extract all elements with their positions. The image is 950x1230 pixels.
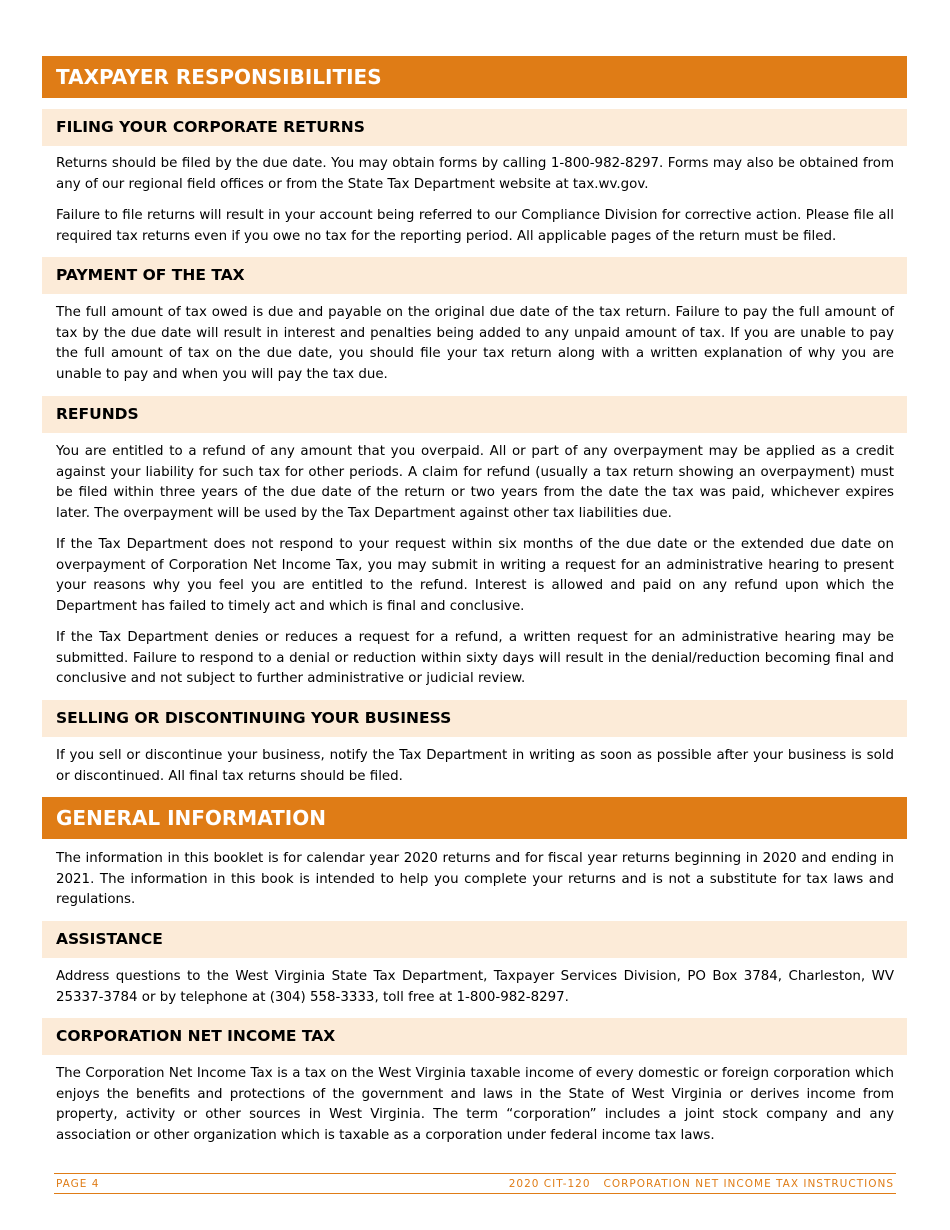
subheading-refunds: REFUNDS [42, 396, 907, 433]
subheading-payment-of-tax: PAYMENT OF THE TAX [42, 257, 907, 294]
paragraph-payment-1: The full amount of tax owed is due and payable on the original due date of the tax return. Failure to pay the full amount of tax by the due date will result in interest and penalties being added to any unpaid amount of tax. If you are unable to pay the full amount of tax on the due date, you should file your tax return along with a written explanation of why you are unable to pay and when you will pay the tax due. [56, 305, 894, 383]
subheading-corporation-net-income-tax: CORPORATION NET INCOME TAX [42, 1018, 907, 1055]
subheading-assistance: ASSISTANCE [42, 921, 907, 958]
paragraph-refunds-3: If the Tax Department denies or reduces a request for a refund, a written request for an administrative hearing may be submitted. Failure to respond to a denial or reduction within sixty days will result in the denial/reduction becoming final and conclusive and not subject to further administrative or judicial review. [56, 630, 894, 687]
paragraph-filing-2: Failure to file returns will result in your account being referred to our Compliance Division for corrective action. Please file all required tax returns even if you owe no tax for the reporting period. All applicable pages of the return must be filed. [56, 208, 894, 244]
paragraph-refunds-1: You are entitled to a refund of any amount that you overpaid. All or part of any overpayment may be applied as a credit against your liability for such tax for other periods. A claim for refund (usually a tax return showing an overpayment) must be filed within three years of the due date of the return or two years from the date the tax was paid, whichever expires later. The overpayment will be used by the Tax Department against other tax liabilities due. [56, 444, 894, 522]
page-footer [56, 1177, 894, 1192]
footer-bottom-rule [54, 1193, 896, 1194]
footer-document-title: 2020 CIT-120 CORPORATION NET INCOME TAX INSTRUCTIONS [508, 1178, 894, 1190]
paragraph-filing-1: Returns should be filed by the due date. You may obtain forms by calling 1-800-982-8297. Forms may also be obtained from any of our regional field offices or from the State Tax Department website at tax.wv.gov. [56, 156, 894, 192]
paragraph-selling-1: If you sell or discontinue your business, notify the Tax Department in writing as soon as possible after your business is sold or discontinued. All final tax returns should be filed. [56, 748, 894, 784]
footer-page-number: PAGE 4 [56, 1178, 100, 1190]
paragraph-cnit-1: The Corporation Net Income Tax is a tax on the West Virginia taxable income of every domestic or foreign corporation which enjoys the benefits and protections of the government and laws in the State of West Virginia or derives income from property, activity or other sources in West Virginia. The term “corporation” includes a joint stock company and any association or other organization which is taxable as a corporation under federal income tax laws. [56, 1066, 894, 1144]
paragraph-assistance-1: Address questions to the West Virginia State Tax Department, Taxpayer Services Division, PO Box 3784, Charleston, WV 25337-3784 or by telephone at (304) 558-3333, toll free at 1-800-982-8297. [56, 969, 894, 1005]
paragraph-general-1: The information in this booklet is for calendar year 2020 returns and for fiscal year returns beginning in 2020 and ending in 2021. The information in this book is intended to help you complete your returns and is not a substitute for tax laws and regulations. [56, 851, 894, 908]
subheading-selling-discontinuing: SELLING OR DISCONTINUING YOUR BUSINESS [42, 700, 907, 737]
footer-top-rule [54, 1173, 896, 1174]
subheading-filing-corporate-returns: FILING YOUR CORPORATE RETURNS [42, 109, 907, 146]
paragraph-refunds-2: If the Tax Department does not respond to your request within six months of the due date or the extended due date on overpayment of Corporation Net Income Tax, you may submit in writing a request for an administrative hearing to present your reasons why you feel you are entitled to the refund. Interest is allowed and paid on any refund upon which the Department has failed to timely act and which is final and conclusive. [56, 537, 894, 615]
section-heading-general-information: GENERAL INFORMATION [42, 797, 907, 839]
section-heading-taxpayer-responsibilities: TAXPAYER RESPONSIBILITIES [42, 56, 907, 98]
